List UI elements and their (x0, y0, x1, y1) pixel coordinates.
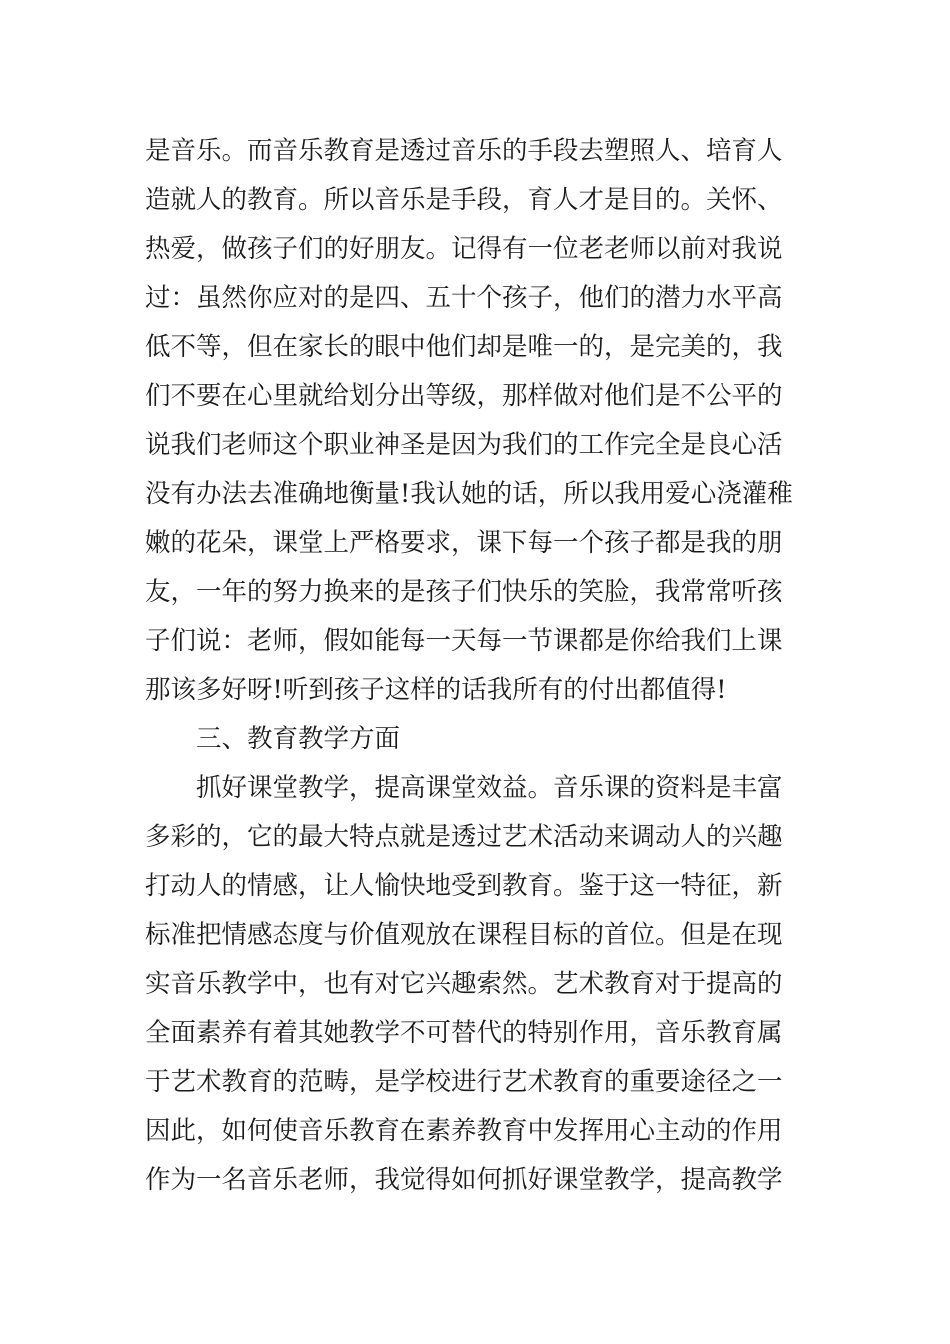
text-line: 打动人的情感，让人愉快地受到教育。鉴于这一特征，新 (145, 871, 783, 901)
text-line: 是音乐。而音乐教育是透过音乐的手段去塑照人、培育人 (145, 136, 783, 166)
text-line: 嫩的花朵，课堂上严格要求，课下每一个孩子都是我的朋 (145, 528, 783, 558)
text-line: 友，一年的努力换来的是孩子们快乐的笑脸，我常常听孩 (145, 577, 783, 607)
text-line: 作为一名音乐老师，我觉得如何抓好课堂教学，提高教学 (145, 1165, 783, 1195)
text-line: 热爱，做孩子们的好朋友。记得有一位老老师以前对我说 (145, 234, 783, 264)
text-line: 们不要在心里就给划分出等级，那样做对他们是不公平的 (145, 381, 783, 411)
text-line: 说我们老师这个职业神圣是因为我们的工作完全是良心活 (145, 430, 783, 460)
text-line: 过：虽然你应对的是四、五十个孩子，他们的潜力水平高 (145, 283, 783, 313)
text-line: 多彩的，它的最大特点就是透过艺术活动来调动人的兴趣 (145, 822, 783, 852)
paragraph-first-line: 抓好课堂教学，提高课堂效益。音乐课的资料是丰富 (196, 773, 783, 803)
text-line: 低不等，但在家长的眼中他们却是唯一的，是完美的，我 (145, 332, 783, 362)
text-line: 因此，如何使音乐教育在素养教育中发挥用心主动的作用 (145, 1116, 783, 1146)
text-line: 实音乐教学中，也有对它兴趣索然。艺术教育对于提高的 (145, 969, 783, 999)
text-line: 全面素养有着其她教学不可替代的特别作用，音乐教育属 (145, 1018, 783, 1048)
text-line: 标准把情感态度与价值观放在课程目标的首位。但是在现 (145, 920, 783, 950)
section-heading: 三、教育教学方面 (196, 724, 401, 754)
text-line: 那该多好呀!听到孩子这样的话我所有的付出都值得! (145, 675, 727, 705)
text-line: 于艺术教育的范畴，是学校进行艺术教育的重要途径之一 (145, 1067, 783, 1097)
text-line: 子们说：老师，假如能每一天每一节课都是你给我们上课 (145, 626, 783, 656)
text-line: 没有办法去准确地衡量!我认她的话，所以我用爱心浇灌稚 (145, 479, 793, 509)
text-line: 造就人的教育。所以音乐是手段，育人才是目的。关怀、 (145, 185, 783, 215)
